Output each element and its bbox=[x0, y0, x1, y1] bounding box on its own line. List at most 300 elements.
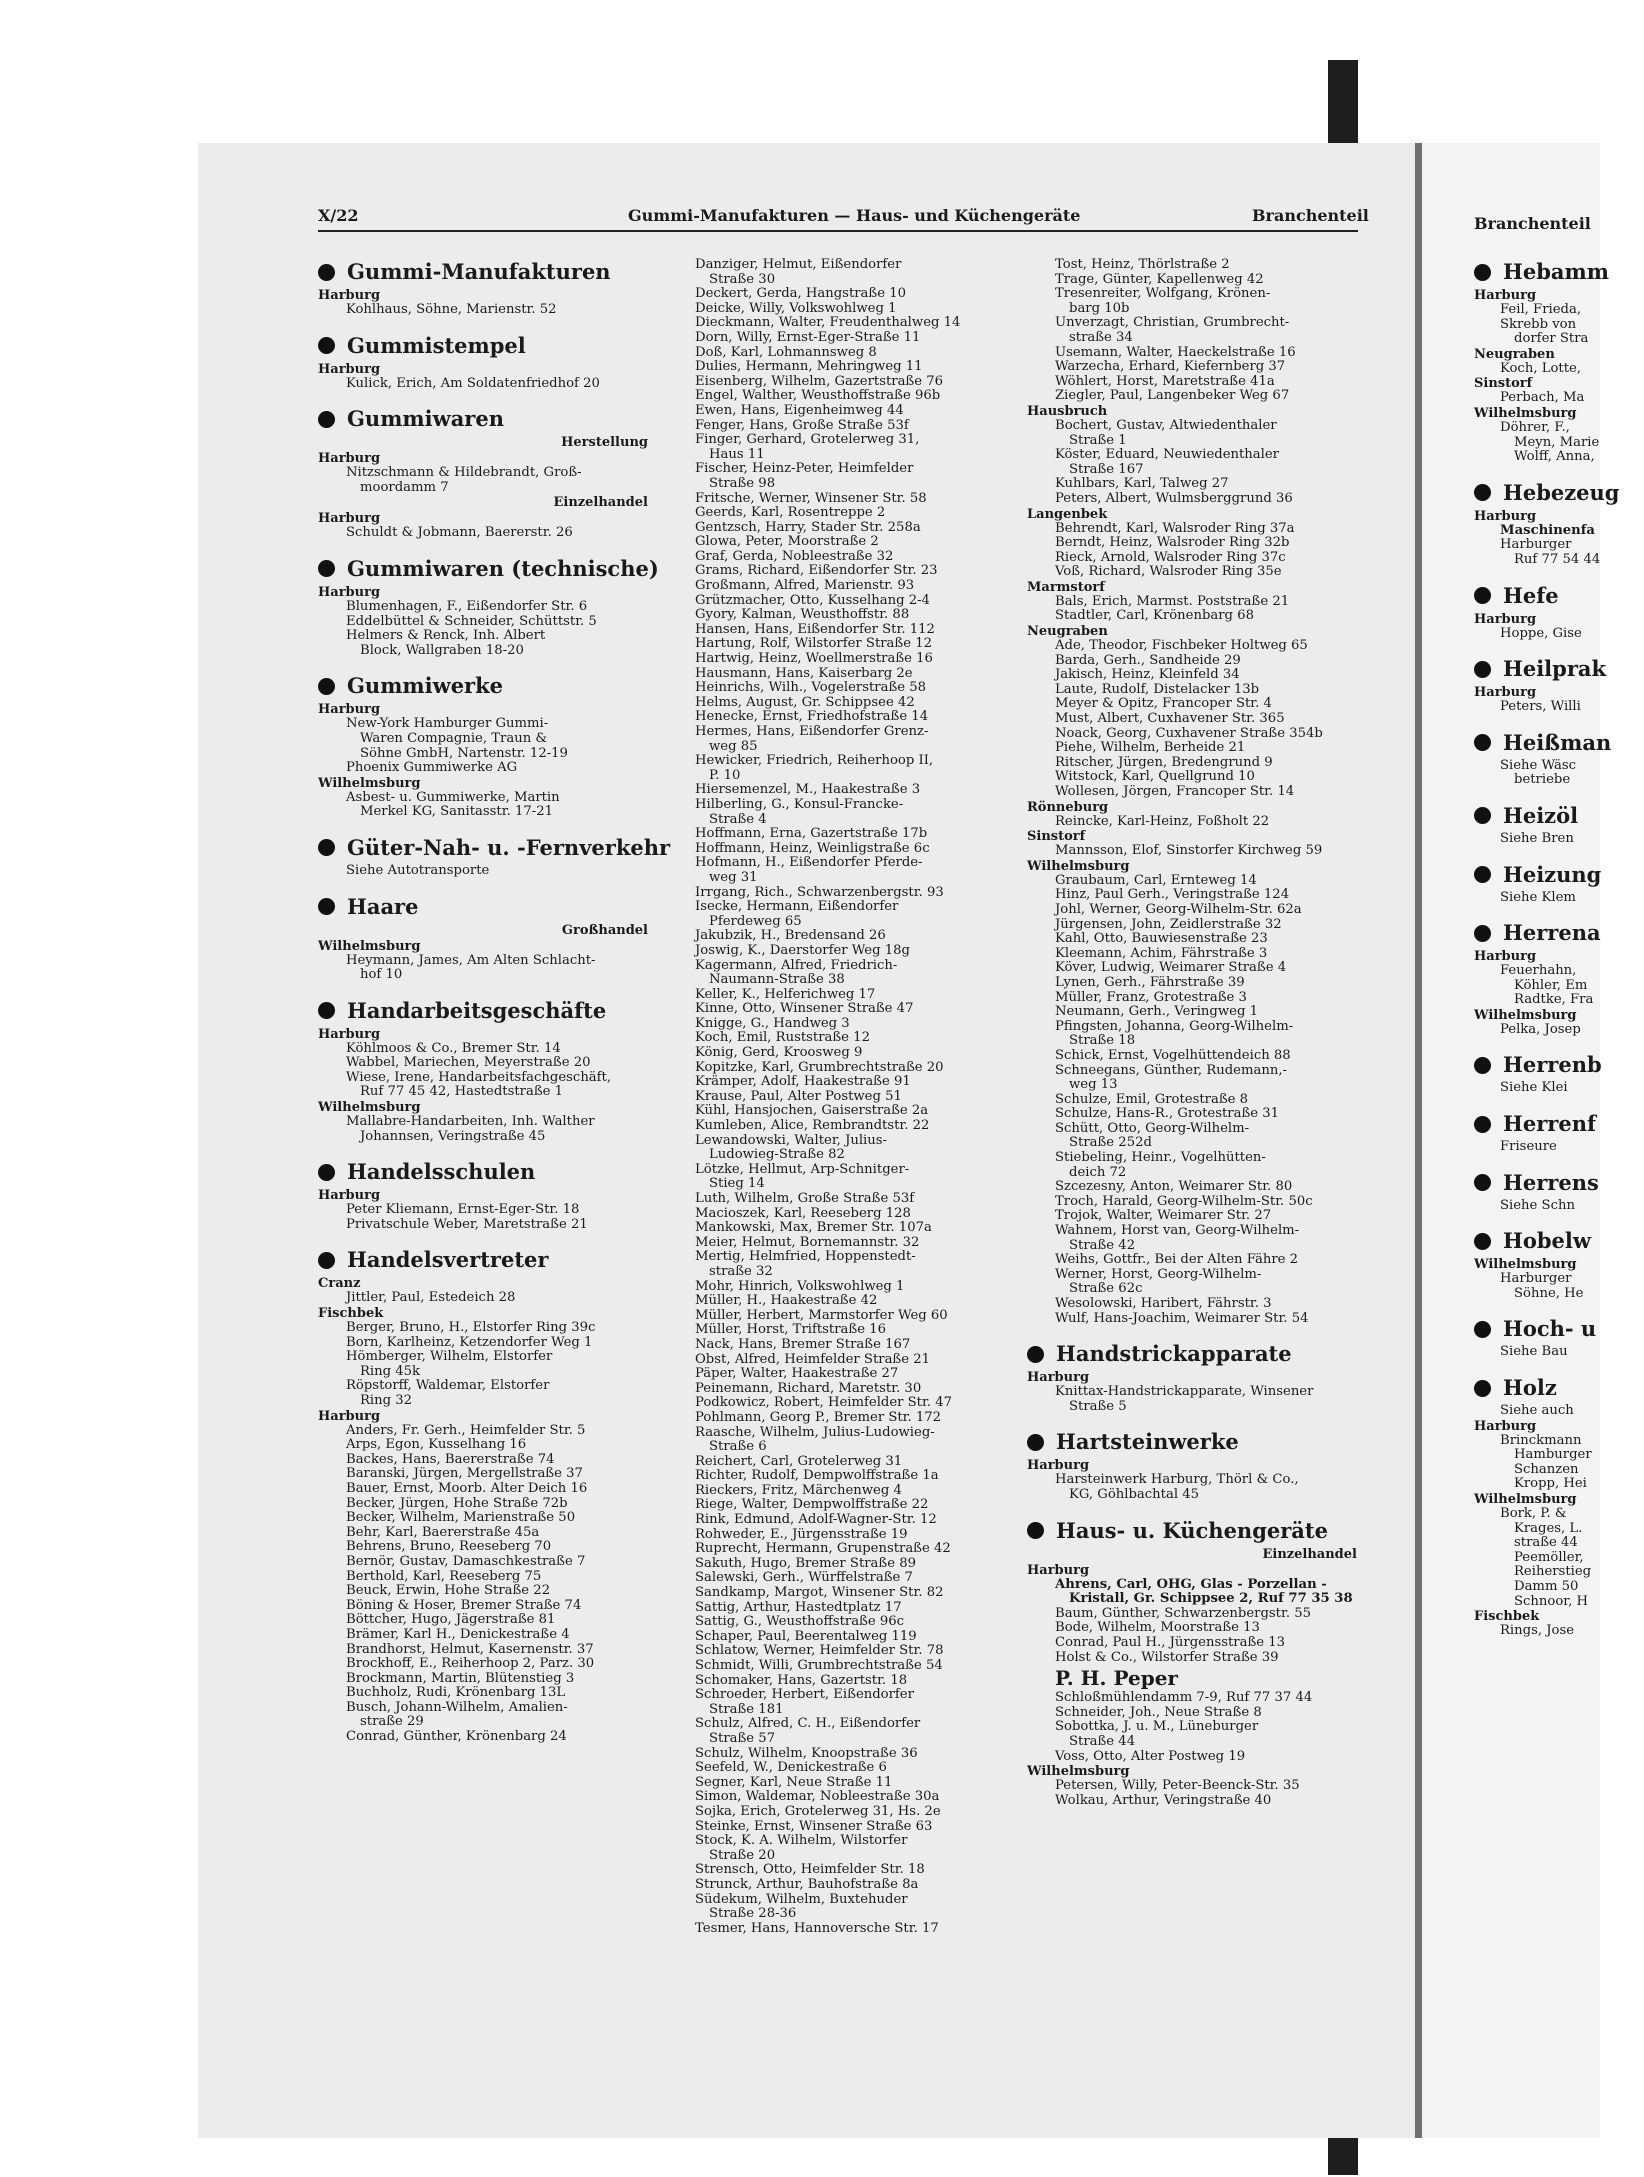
list-item-line: Schuldt & Jobmann, Baererstr. 26 bbox=[346, 525, 573, 541]
list-item-line: Schulze, Emil, Grotestraße 8 bbox=[1055, 1091, 1249, 1107]
list-item bbox=[695, 404, 1015, 419]
list-item bbox=[318, 1467, 648, 1482]
list-item bbox=[1027, 991, 1357, 1006]
list-item-line: Brockmann, Martin, Blütenstieg 3 bbox=[346, 1670, 575, 1686]
section-heading bbox=[1474, 258, 1644, 286]
bullet-icon bbox=[1474, 1116, 1491, 1133]
list-item bbox=[695, 637, 1015, 652]
list-item-line: Feil, Frieda, bbox=[1500, 302, 1582, 317]
section-heading bbox=[1474, 1227, 1644, 1255]
section-heading-text: Gummi-Manufakturen bbox=[347, 259, 611, 284]
list-item-line: Schroeder, Herbert, Eißendorfer bbox=[695, 1687, 914, 1703]
list-item bbox=[695, 1309, 1015, 1324]
place-label: Cranz bbox=[318, 1276, 361, 1292]
list-item bbox=[695, 1630, 1015, 1645]
list-item-line: Behrens, Bruno, Reeseberg 70 bbox=[346, 1539, 552, 1555]
list-item bbox=[1027, 844, 1357, 859]
list-item-line: Wolkau, Arthur, Veringstraße 40 bbox=[1055, 1792, 1272, 1808]
list-item bbox=[318, 1291, 648, 1306]
list-item-line: Straße 6 bbox=[709, 1439, 767, 1455]
place-label: Fischbek bbox=[1474, 1609, 1540, 1625]
list-item bbox=[695, 1426, 1015, 1455]
list-item bbox=[1027, 1473, 1357, 1502]
list-item-line: Koch, Lotte, bbox=[1500, 360, 1581, 376]
list-item bbox=[695, 1163, 1015, 1192]
list-item-line: straße 29 bbox=[360, 1714, 424, 1730]
list-item bbox=[695, 1717, 1015, 1746]
list-item-line: Müller, Horst, Triftstraße 16 bbox=[695, 1322, 886, 1338]
list-item-line: Schnoor, H bbox=[1514, 1593, 1589, 1609]
subheading: Großhandel bbox=[561, 922, 648, 938]
list-item-line: Strunck, Arthur, Bauhofstraße 8a bbox=[695, 1876, 919, 1892]
list-item-line: Friseure bbox=[1500, 1139, 1557, 1155]
list-item-line: Sattig, Arthur, Hastedtplatz 17 bbox=[695, 1599, 902, 1615]
list-item-line: Glowa, Peter, Moorstraße 2 bbox=[695, 534, 879, 550]
list-item bbox=[695, 1294, 1015, 1309]
list-item-line: Hartwig, Heinz, Woellmerstraße 16 bbox=[695, 651, 933, 667]
list-item-line: Radtke, Fra bbox=[1514, 992, 1594, 1008]
list-item bbox=[1027, 741, 1357, 756]
section-heading-text: Hoch- u bbox=[1503, 1316, 1597, 1342]
list-item-line: Harburger bbox=[1500, 1271, 1572, 1287]
bullet-icon bbox=[1027, 1522, 1044, 1539]
list-item-line: Baranski, Jürgen, Mergellstraße 37 bbox=[346, 1466, 583, 1482]
list-item bbox=[318, 1672, 648, 1687]
list-item-line: Wolff, Anna, bbox=[1514, 449, 1595, 465]
list-item bbox=[695, 1323, 1015, 1338]
list-item-line: Ruprecht, Hermann, Grupenstraße 42 bbox=[695, 1541, 951, 1557]
list-item-line: Doß, Karl, Lohmannsweg 8 bbox=[695, 344, 877, 360]
bullet-icon bbox=[1474, 866, 1491, 883]
list-item-line: Siehe Klem bbox=[1500, 889, 1576, 905]
list-item bbox=[318, 1203, 648, 1218]
list-item bbox=[318, 303, 648, 318]
list-item bbox=[318, 615, 648, 630]
section-heading-text: Hobelw bbox=[1503, 1228, 1591, 1254]
place-label: Wilhelmsburg bbox=[1027, 858, 1130, 874]
list-item-line: Söhne, He bbox=[1514, 1285, 1584, 1301]
place-label: Rönneburg bbox=[1027, 799, 1109, 815]
list-item bbox=[695, 360, 1015, 375]
list-item-line: Feuerhahn, bbox=[1500, 963, 1577, 979]
list-item-line: Brämer, Karl H., Denickestraße 4 bbox=[346, 1626, 570, 1642]
list-item-line: Fischer, Heinz-Peter, Heimfelder bbox=[695, 461, 914, 477]
next-page-section-label: Branchenteil bbox=[1474, 214, 1591, 233]
list-item-line: P. 10 bbox=[709, 767, 741, 783]
list-item-line: Segner, Karl, Neue Straße 11 bbox=[695, 1774, 893, 1790]
list-item-line: Podkowicz, Robert, Heimfelder Str. 47 bbox=[695, 1395, 952, 1411]
list-item-line: Johannsen, Veringstraße 45 bbox=[360, 1128, 546, 1144]
list-item-line: Fritsche, Werner, Winsener Str. 58 bbox=[695, 490, 927, 506]
list-item-line: Helmers & Renck, Inh. Albert bbox=[346, 628, 546, 644]
list-item bbox=[1027, 346, 1357, 361]
list-item bbox=[695, 579, 1015, 594]
list-item-line: Bauer, Ernst, Moorb. Alter Deich 16 bbox=[346, 1480, 588, 1496]
list-item bbox=[695, 1557, 1015, 1572]
list-item bbox=[695, 550, 1015, 565]
bullet-icon bbox=[1474, 1174, 1491, 1191]
list-item bbox=[1027, 727, 1357, 742]
list-item bbox=[695, 1002, 1015, 1017]
list-item-line: Knittax-Handstrickapparate, Winsener bbox=[1055, 1384, 1314, 1400]
list-item-line: Straße 30 bbox=[709, 271, 776, 287]
list-item bbox=[318, 1497, 648, 1512]
list-item-line: Stock, K. A. Wilhelm, Wilstorfer bbox=[695, 1833, 908, 1849]
list-item-line: Dulies, Hermann, Mehringweg 11 bbox=[695, 359, 923, 375]
list-item-line: Straße 42 bbox=[1069, 1237, 1136, 1253]
list-item bbox=[1027, 389, 1357, 404]
list-item-line: Arps, Egon, Kusselhang 16 bbox=[346, 1437, 527, 1453]
list-item bbox=[1474, 1199, 1644, 1214]
list-item bbox=[1474, 524, 1644, 539]
list-item-line: Wöhlert, Horst, Maretstraße 41a bbox=[1055, 373, 1275, 389]
bullet-icon bbox=[318, 337, 335, 354]
list-item-line: Gentzsch, Harry, Stader Str. 258a bbox=[695, 519, 921, 535]
list-item-line: Siehe Schn bbox=[1500, 1197, 1575, 1213]
bullet-icon bbox=[1474, 734, 1491, 751]
list-item bbox=[1027, 932, 1357, 947]
section-heading bbox=[1474, 1051, 1644, 1079]
list-item-line: Schulz, Alfred, C. H., Eißendorfer bbox=[695, 1716, 921, 1732]
list-item-line: Kleemann, Achim, Fährstraße 3 bbox=[1055, 945, 1268, 961]
list-item bbox=[1027, 976, 1357, 991]
list-item bbox=[318, 1424, 648, 1439]
list-item bbox=[695, 1455, 1015, 1470]
list-item bbox=[695, 827, 1015, 842]
list-item bbox=[695, 696, 1015, 711]
list-item-line: Wiese, Irene, Handarbeitsfachgeschäft, bbox=[346, 1069, 612, 1085]
list-item-line: KG, Göhlbachtal 45 bbox=[1069, 1486, 1200, 1502]
list-item-line: Wulf, Hans-Joachim, Weimarer Str. 54 bbox=[1055, 1310, 1309, 1326]
list-item-line: Neumann, Gerh., Veringweg 1 bbox=[1055, 1004, 1258, 1020]
list-item-line: Becker, Jürgen, Hohe Straße 72b bbox=[346, 1495, 568, 1511]
list-item-line: Usemann, Walter, Haeckelstraße 16 bbox=[1055, 344, 1296, 360]
list-item bbox=[318, 629, 648, 658]
list-item bbox=[1027, 1779, 1357, 1794]
list-item bbox=[1027, 1720, 1357, 1749]
list-item-line: Baum, Günther, Schwarzenbergstr. 55 bbox=[1055, 1605, 1311, 1621]
section-heading-text: Handstrickapparate bbox=[1056, 1341, 1292, 1367]
bullet-icon bbox=[1474, 587, 1491, 604]
list-item-line: Kulick, Erich, Am Soldatenfriedhof 20 bbox=[346, 375, 600, 391]
list-item bbox=[1027, 1691, 1357, 1706]
list-item-line: Werner, Horst, Georg-Wilhelm- bbox=[1055, 1266, 1262, 1282]
list-item bbox=[1474, 1507, 1644, 1609]
list-item-line: Riege, Walter, Dempwolffstraße 22 bbox=[695, 1497, 929, 1513]
list-item bbox=[1474, 627, 1644, 642]
section-heading-text: Heizöl bbox=[1503, 802, 1579, 828]
section-heading-text: Holz bbox=[1503, 1375, 1557, 1401]
list-item-line: Joswig, K., Daerstorfer Weg 18g bbox=[695, 942, 910, 958]
list-item-line: Schaper, Paul, Beerentalweg 119 bbox=[695, 1628, 917, 1644]
bullet-icon bbox=[1474, 1057, 1491, 1074]
list-item bbox=[1027, 1209, 1357, 1224]
list-item bbox=[318, 1379, 648, 1408]
list-item-line: Stadtler, Carl, Krönenbarg 68 bbox=[1055, 608, 1254, 624]
bullet-icon bbox=[318, 560, 335, 577]
list-item-line: Ritscher, Jürgen, Bredengrund 9 bbox=[1055, 754, 1273, 770]
list-item bbox=[695, 725, 1015, 754]
list-item bbox=[695, 1878, 1015, 1893]
list-item bbox=[695, 1615, 1015, 1630]
list-item bbox=[695, 886, 1015, 901]
list-item bbox=[1027, 918, 1357, 933]
list-item-line: Keller, K., Helferichweg 17 bbox=[695, 986, 876, 1002]
list-item bbox=[1027, 551, 1357, 566]
list-item-line: straße 34 bbox=[1069, 329, 1133, 345]
list-item-line: Tost, Heinz, Thörlstraße 2 bbox=[1055, 257, 1230, 272]
bullet-icon bbox=[1474, 1233, 1491, 1250]
featured-entry: P. H. Peper bbox=[1055, 1666, 1178, 1691]
place-label: Wilhelmsburg bbox=[318, 938, 421, 954]
list-item bbox=[318, 761, 648, 776]
list-item-line: Backes, Hans, Baererstraße 74 bbox=[346, 1451, 555, 1467]
list-item bbox=[695, 1221, 1015, 1236]
list-item bbox=[695, 1017, 1015, 1032]
list-item bbox=[1027, 536, 1357, 551]
list-item-line: Kumleben, Alice, Rembrandtstr. 22 bbox=[695, 1118, 930, 1134]
list-item-line: Hoffmann, Erna, Gazertstraße 17b bbox=[695, 826, 928, 842]
section-heading-text: Herrens bbox=[1503, 1169, 1599, 1195]
list-item-line: Troch, Harald, Georg-Wilhelm-Str. 50c bbox=[1055, 1193, 1313, 1209]
place-label: Harburg bbox=[1027, 1562, 1090, 1578]
list-item bbox=[695, 1119, 1015, 1134]
list-item bbox=[695, 1104, 1015, 1119]
list-item-line: Holst & Co., Wilstorfer Straße 39 bbox=[1055, 1649, 1279, 1665]
list-item-line: Hoffmann, Heinz, Weinligstraße 6c bbox=[695, 840, 930, 856]
place-label: Harburg bbox=[1474, 949, 1537, 965]
place-label: Harburg bbox=[1027, 1458, 1090, 1474]
list-item bbox=[695, 1644, 1015, 1659]
section-heading bbox=[318, 555, 659, 583]
list-item bbox=[1027, 1049, 1357, 1064]
list-item bbox=[318, 466, 648, 495]
list-item-line: Bork, P. & bbox=[1500, 1506, 1567, 1521]
list-item-line: Busch, Johann-Wilhelm, Amalien- bbox=[346, 1699, 568, 1715]
subheading: Einzelhandel bbox=[1262, 1546, 1357, 1562]
list-item bbox=[318, 1584, 648, 1599]
list-item-line: Witstock, Karl, Quellgrund 10 bbox=[1055, 769, 1255, 785]
list-item-line: Meier, Helmut, Bornemannstr. 32 bbox=[695, 1234, 920, 1250]
list-item bbox=[695, 1922, 1015, 1937]
list-item-line: Rings, Jose bbox=[1500, 1623, 1575, 1639]
list-item-line: Dieckmann, Walter, Freudenthalweg 14 bbox=[695, 315, 961, 331]
list-item-line: Schlatow, Werner, Heimfelder Str. 78 bbox=[695, 1643, 944, 1659]
list-item-line: Meyer & Opitz, Francoper Str. 4 bbox=[1055, 696, 1272, 712]
list-item bbox=[1027, 1107, 1357, 1122]
list-item-line: Jakisch, Heinz, Kleinfeld 34 bbox=[1055, 667, 1240, 683]
list-item bbox=[695, 535, 1015, 550]
list-item bbox=[1027, 565, 1357, 580]
list-item bbox=[1474, 1345, 1644, 1360]
list-item bbox=[695, 929, 1015, 944]
list-item-line: Ludowieg-Straße 82 bbox=[709, 1147, 845, 1163]
bullet-icon bbox=[1027, 1434, 1044, 1451]
list-item bbox=[695, 1469, 1015, 1484]
list-item-line: New-York Hamburger Gummi- bbox=[346, 716, 549, 732]
list-item-line: Kagermann, Alfred, Friedrich- bbox=[695, 957, 898, 973]
column-2 bbox=[695, 258, 1015, 1936]
list-item-line: Buchholz, Rudi, Krönenbarg 13L bbox=[346, 1685, 566, 1701]
list-item-line: Hoppe, Gise bbox=[1500, 625, 1582, 641]
place-label: Wilhelmsburg bbox=[318, 775, 421, 791]
list-item-line: Richter, Rudolf, Dempwolffstraße 1a bbox=[695, 1468, 939, 1484]
list-item bbox=[318, 1115, 648, 1144]
list-item-line: Pohlmann, Georg P., Bremer Str. 172 bbox=[695, 1409, 942, 1425]
place-label: Harburg bbox=[1474, 1418, 1537, 1434]
list-item bbox=[1027, 947, 1357, 962]
bullet-icon bbox=[318, 264, 335, 281]
list-item bbox=[695, 419, 1015, 434]
list-item bbox=[1027, 1385, 1357, 1414]
list-item bbox=[1027, 874, 1357, 889]
list-item bbox=[318, 1570, 648, 1585]
list-item bbox=[318, 1613, 648, 1628]
list-item bbox=[695, 1396, 1015, 1411]
list-item bbox=[1027, 419, 1357, 448]
section-heading bbox=[318, 1246, 648, 1274]
list-item-line: Barda, Gerh., Sandheide 29 bbox=[1055, 652, 1241, 668]
list-item-line: Waren Compagnie, Traun & bbox=[360, 730, 548, 746]
page-title: Gummi-Manufakturen — Haus- und Küchengeräte bbox=[628, 206, 1081, 225]
list-item-line: Sandkamp, Margot, Winsener Str. 82 bbox=[695, 1585, 944, 1601]
list-item-line: Kinne, Otto, Winsener Straße 47 bbox=[695, 1001, 914, 1017]
list-item-line: Ade, Theodor, Fischbeker Holtweg 65 bbox=[1055, 638, 1308, 654]
list-item-line: Schulz, Wilhelm, Knoopstraße 36 bbox=[695, 1745, 918, 1761]
list-item-line: Eddelbüttel & Schneider, Schüttstr. 5 bbox=[346, 613, 597, 629]
list-item bbox=[695, 856, 1015, 885]
list-item-line: Schmidt, Willi, Grumbrechtstraße 54 bbox=[695, 1658, 943, 1673]
place-label: Wilhelmsburg bbox=[1474, 1492, 1577, 1507]
section-heading bbox=[318, 997, 648, 1025]
list-item-line: Kahl, Otto, Bauwiesenstraße 23 bbox=[1055, 931, 1268, 947]
list-item bbox=[695, 1498, 1015, 1513]
place-label: Sinstorf bbox=[1027, 829, 1086, 845]
list-item-line: Söhne GmbH, Nartenstr. 12-19 bbox=[360, 745, 568, 761]
list-item-line: Südekum, Wilhelm, Buxtehuder bbox=[695, 1891, 908, 1907]
place-label: Harburg bbox=[318, 361, 381, 377]
list-item bbox=[1474, 391, 1644, 406]
bullet-icon bbox=[318, 678, 335, 695]
section-heading-text: Herrena bbox=[1503, 920, 1601, 946]
list-item-line: Danziger, Helmut, Eißendorfer bbox=[695, 257, 902, 272]
list-item-line: Reiherstieg bbox=[1514, 1564, 1592, 1580]
list-item bbox=[1027, 375, 1357, 390]
list-item bbox=[1027, 1297, 1357, 1312]
list-item bbox=[695, 1542, 1015, 1557]
list-item-line: Peemöller, bbox=[1514, 1549, 1584, 1565]
list-item-line: Mohr, Hinrich, Volkswohlweg 1 bbox=[695, 1278, 905, 1294]
list-item bbox=[318, 1730, 648, 1745]
list-item bbox=[1474, 1404, 1644, 1419]
place-label: Harburg bbox=[1474, 288, 1537, 303]
list-item bbox=[695, 754, 1015, 783]
list-item-line: Bode, Wilhelm, Moorstraße 13 bbox=[1055, 1620, 1260, 1636]
list-item bbox=[1474, 700, 1644, 715]
list-item-line: Raasche, Wilhelm, Julius-Ludowieg- bbox=[695, 1424, 935, 1440]
list-item-line: Helms, August, Gr. Schippsee 42 bbox=[695, 694, 915, 710]
list-item-line: Finger, Gerhard, Grotelerweg 31, bbox=[695, 432, 920, 448]
list-item-line: Sakuth, Hugo, Bremer Straße 89 bbox=[695, 1555, 917, 1571]
bullet-icon bbox=[1474, 264, 1491, 281]
section-heading bbox=[1474, 802, 1644, 830]
list-item bbox=[1474, 1140, 1644, 1155]
list-item-line: Sojka, Erich, Grotelerweg 31, Hs. 2e bbox=[695, 1803, 941, 1819]
list-item bbox=[695, 652, 1015, 667]
list-item bbox=[318, 377, 648, 392]
list-item-line: Brinckmann bbox=[1500, 1432, 1582, 1448]
list-item bbox=[1474, 1624, 1644, 1639]
list-item-line: Warzecha, Erhard, Kiefernberg 37 bbox=[1055, 359, 1286, 375]
list-item-line: barg 10b bbox=[1069, 300, 1130, 316]
section-heading bbox=[1027, 1340, 1357, 1368]
section-heading bbox=[1474, 655, 1644, 683]
list-item-line: Straße 167 bbox=[1069, 461, 1144, 477]
list-item-line: Schneider, Joh., Neue Straße 8 bbox=[1055, 1704, 1262, 1720]
list-item-line: Weihs, Gottfr., Bei der Alten Fähre 2 bbox=[1055, 1252, 1299, 1268]
place-label: Hausbruch bbox=[1027, 403, 1108, 419]
list-item bbox=[695, 1586, 1015, 1601]
section-heading bbox=[318, 672, 648, 700]
list-item-line: Skrebb von bbox=[1500, 316, 1577, 332]
list-item-line: Siehe Bren bbox=[1500, 830, 1574, 846]
list-item bbox=[1474, 964, 1644, 1008]
list-item bbox=[1027, 1005, 1357, 1020]
list-item-line: Müller, Franz, Grotestraße 3 bbox=[1055, 989, 1247, 1005]
list-item-line: Schütt, Otto, Georg-Wilhelm- bbox=[1055, 1120, 1250, 1136]
section-heading-text: Heizung bbox=[1503, 861, 1602, 887]
list-item bbox=[1027, 1750, 1357, 1765]
list-item-line: Isecke, Hermann, Eißendorfer bbox=[695, 899, 899, 915]
list-item bbox=[318, 1218, 648, 1233]
place-label: Wilhelmsburg bbox=[1474, 1007, 1577, 1023]
list-item-line: Siehe Autotransporte bbox=[346, 862, 490, 878]
place-label: Harburg bbox=[318, 702, 381, 718]
list-item-line: Salewski, Gerh., Würffelstraße 7 bbox=[695, 1570, 913, 1586]
list-item-line: weg 85 bbox=[709, 738, 758, 754]
section-heading bbox=[318, 1158, 648, 1186]
list-item-line: Kuhlbars, Karl, Talweg 27 bbox=[1055, 476, 1229, 492]
list-item-line: Rieckers, Fritz, Märchenweg 4 bbox=[695, 1482, 902, 1498]
list-item bbox=[1474, 1272, 1644, 1301]
list-item-line: Köhler, Em bbox=[1514, 977, 1588, 993]
section-heading-text: Haare bbox=[347, 893, 419, 919]
list-item-line: Tresenreiter, Wolfgang, Krönen- bbox=[1055, 286, 1271, 302]
list-item-line: Damm 50 bbox=[1514, 1578, 1579, 1594]
bullet-icon bbox=[1474, 807, 1491, 824]
list-item bbox=[695, 1805, 1015, 1820]
list-item-line: Szcezesny, Anton, Weimarer Str. 80 bbox=[1055, 1179, 1293, 1195]
list-item bbox=[695, 433, 1015, 462]
list-item bbox=[695, 1250, 1015, 1279]
list-item-line: Ruf 77 45 42, Hastedtstraße 1 bbox=[360, 1084, 564, 1100]
list-item-line: Müller, Herbert, Marmstorfer Weg 60 bbox=[695, 1307, 948, 1323]
list-item bbox=[695, 492, 1015, 507]
section-heading-text: Herrenb bbox=[1503, 1052, 1602, 1078]
list-item bbox=[318, 1701, 648, 1730]
list-item-line: Berger, Bruno, H., Elstorfer Ring 39c bbox=[346, 1320, 596, 1336]
subheading: Einzelhandel bbox=[553, 495, 648, 511]
place-label: Neugraben bbox=[1474, 346, 1555, 362]
section-heading bbox=[1474, 1315, 1644, 1343]
list-item-line: Straße 62c bbox=[1069, 1281, 1143, 1297]
list-item-line: Siehe Wäsc bbox=[1500, 757, 1576, 773]
section-heading-text: Gummiwaren (technische) bbox=[347, 555, 659, 581]
place-label: Harburg bbox=[318, 1188, 381, 1204]
list-item-line: Wesolowski, Haribert, Fährstr. 3 bbox=[1055, 1296, 1272, 1311]
list-item-line: Päper, Walter, Haakestraße 27 bbox=[695, 1366, 899, 1382]
list-item-line: Straße 28-36 bbox=[709, 1906, 797, 1922]
